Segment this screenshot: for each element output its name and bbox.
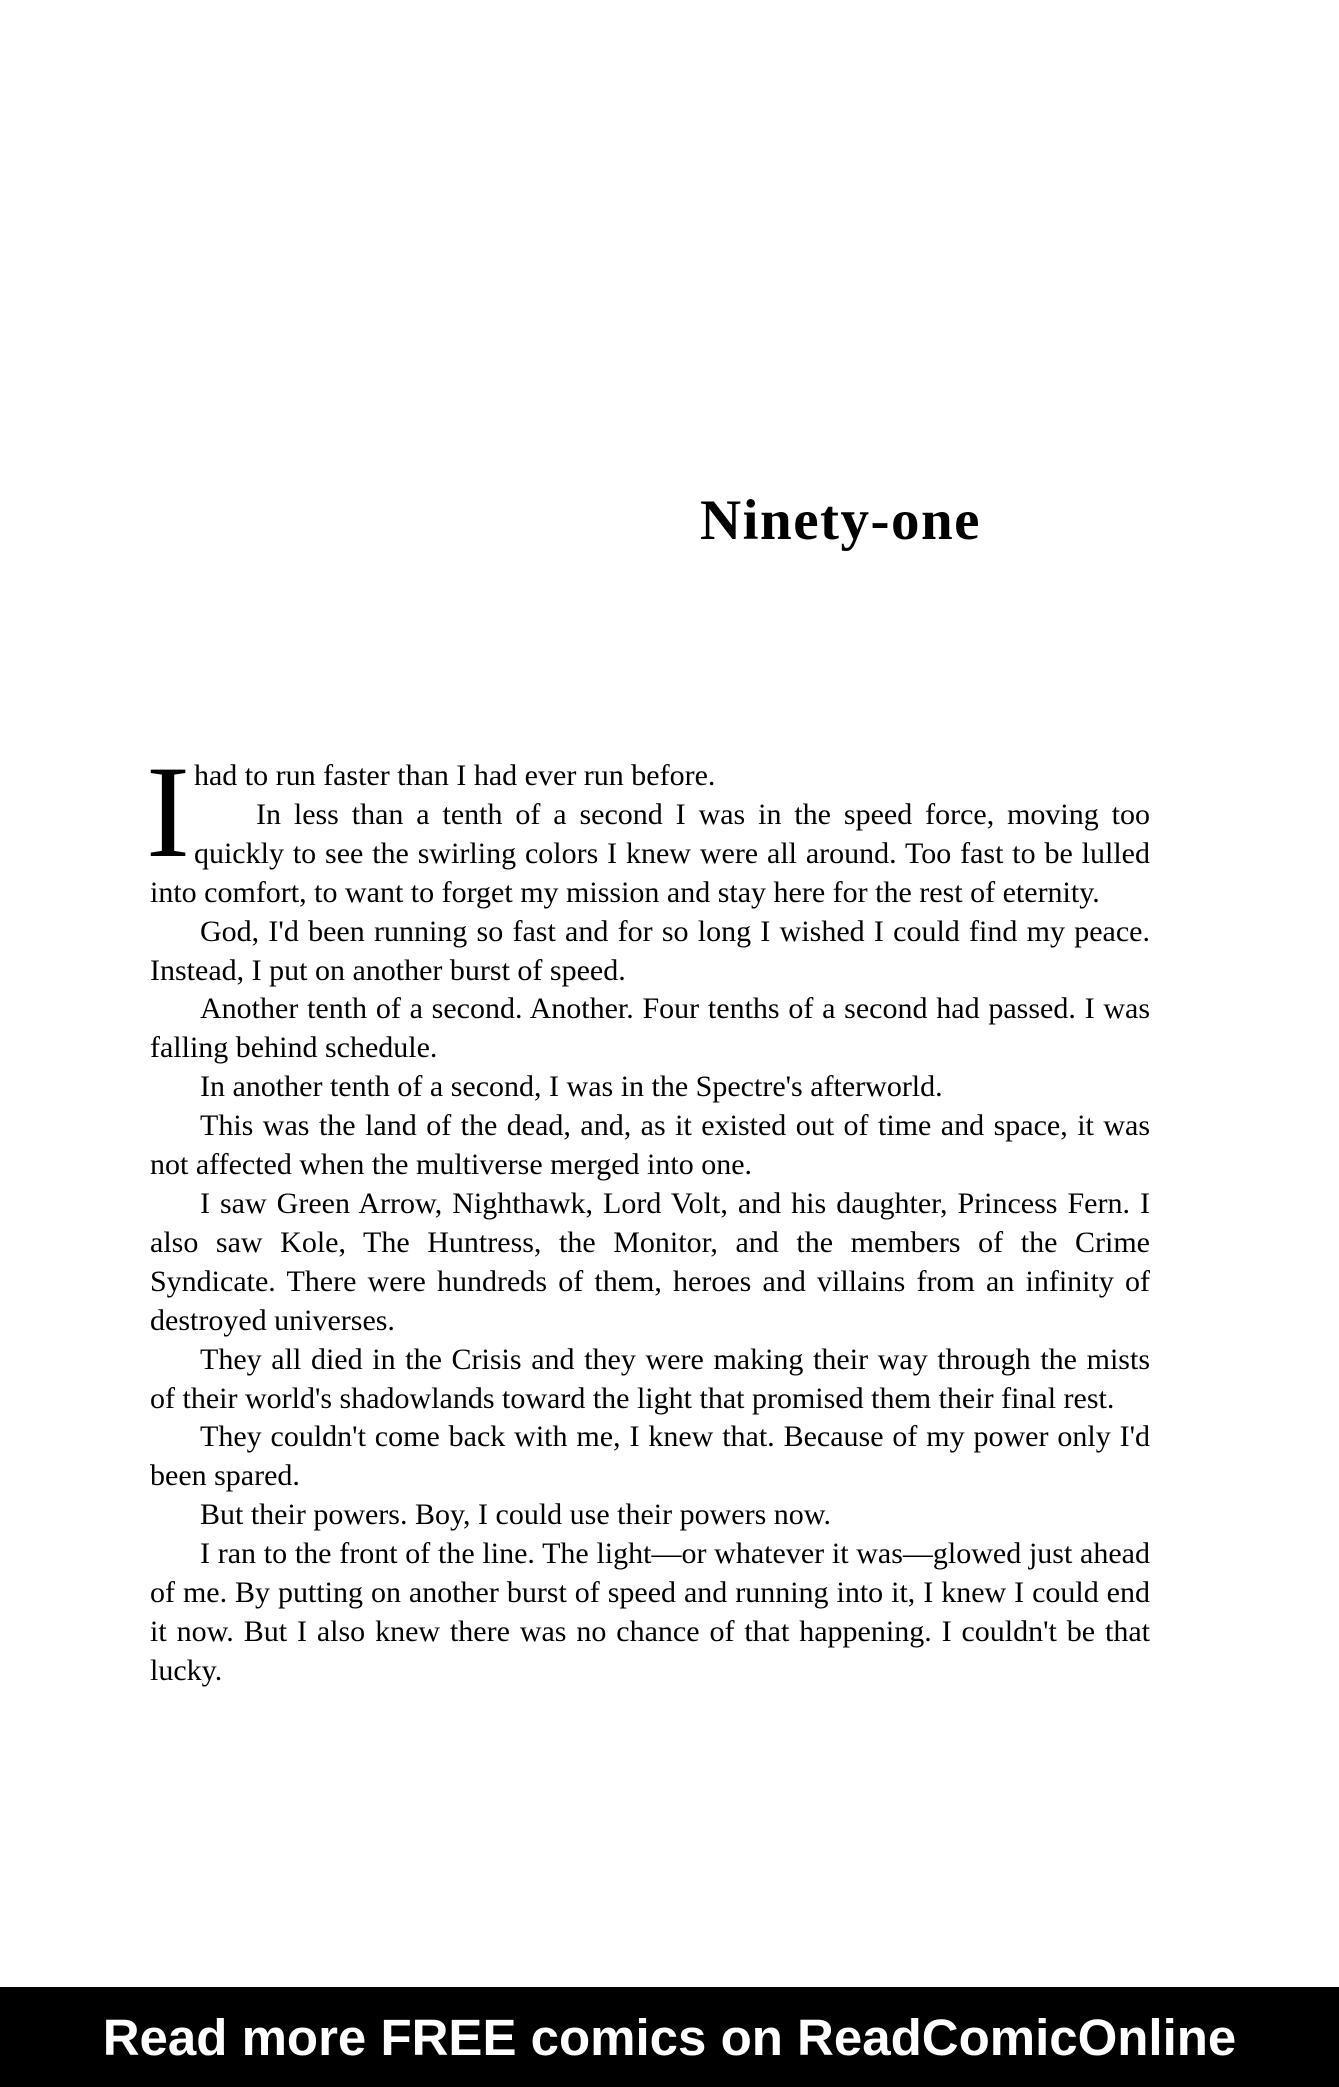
drop-cap: I xyxy=(146,738,190,885)
chapter-title: Ninety-one xyxy=(700,489,981,552)
promo-banner-text[interactable]: Read more FREE comics on ReadComicOnline xyxy=(102,2008,1237,2066)
paragraph-4: Another tenth of a second. Another. Four tenths of a second had passed. I was falling behind schedule. xyxy=(150,992,1150,1065)
paragraph-6: This was the land of the dead, and, as it existed out of time and space, it was not affected when the multiverse merged into one. xyxy=(150,1109,1150,1182)
paragraph-9: They couldn't come back with me, I knew that. Because of my power only I'd been spared. xyxy=(150,1420,1150,1493)
paragraph-11: I ran to the front of the line. The light—or whatever it was—glowed just ahead of me. By putting on another burst of speed and running into it, I knew I could end it now. But I also knew there was no chance of that happening. I couldn't be that lucky. xyxy=(150,1537,1150,1687)
paragraph-3: God, I'd been running so fast and for so long I wished I could find my peace. Instead, I put on another burst of speed. xyxy=(150,914,1150,987)
paragraph-8: They all died in the Crisis and they were making their way through the mists of their world's shadowlands toward the light that promised them their final rest. xyxy=(150,1342,1150,1415)
paragraph-10: But their powers. Boy, I could use their powers now. xyxy=(200,1498,831,1532)
paragraph-1-text: had to run faster than I had ever run before. xyxy=(193,759,716,792)
chapter-body xyxy=(146,738,1150,1691)
promo-banner[interactable] xyxy=(0,1987,1339,2087)
paragraph-7: I saw Green Arrow, Nighthawk, Lord Volt, and his daughter, Princess Fern. I also saw Kole, The Huntress, the Monitor, and the members of the Crime Syndicate. There were hundreds of them, heroes and villains from an infinity of destroyed universes. xyxy=(150,1186,1150,1337)
paragraph-2: In less than a tenth of a second I was in the speed force, moving too quickly to see the swirling colors I knew were all around. Too fast to be lulled into comfort, to want to forget my mission and stay here for the rest of eternity. xyxy=(150,797,1150,909)
paragraph-5: In another tenth of a second, I was in the Spectre's afterworld. xyxy=(200,1070,943,1104)
